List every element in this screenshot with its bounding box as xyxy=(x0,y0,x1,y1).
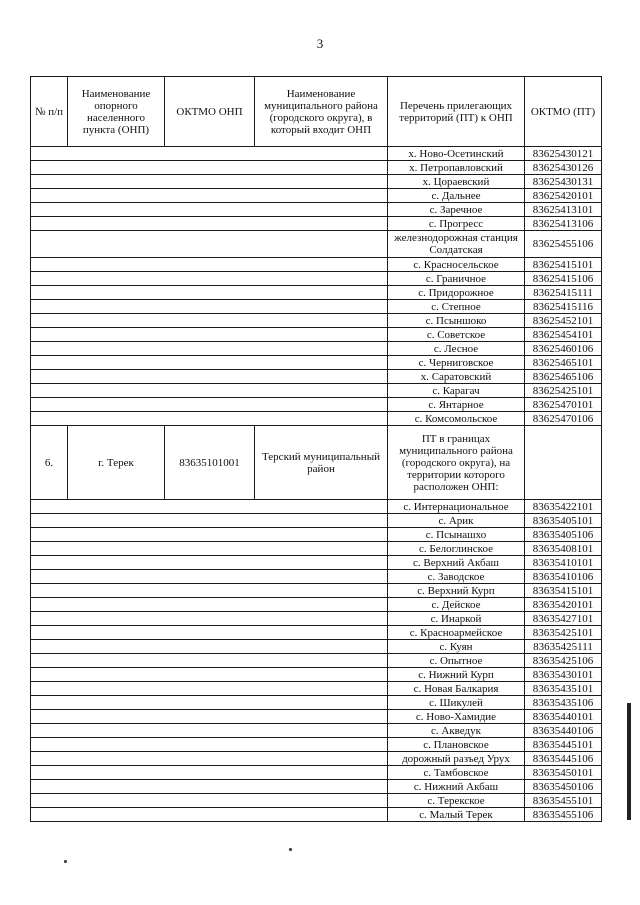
empty-left-cell xyxy=(31,598,388,612)
table-row xyxy=(31,356,602,370)
table-row xyxy=(31,794,602,808)
empty-left-cell xyxy=(31,612,388,626)
pt-name: с. Инаркой xyxy=(388,612,525,626)
table-row xyxy=(31,668,602,682)
empty-left-cell xyxy=(31,500,388,514)
pt-oktmo: 83635425101 xyxy=(525,626,602,640)
pt-name: дорожный разъед Урух xyxy=(388,752,525,766)
empty-left-cell xyxy=(31,384,388,398)
entry-onp-name: г. Терек xyxy=(68,426,165,500)
pt-oktmo: 83625430131 xyxy=(525,175,602,189)
table-row xyxy=(31,147,602,161)
pt-name: с. Нижний Курп xyxy=(388,668,525,682)
empty-left-cell xyxy=(31,161,388,175)
table-row xyxy=(31,514,602,528)
entry-onp-oktmo: 83635101001 xyxy=(165,426,255,500)
pt-oktmo: 83635450106 xyxy=(525,780,602,794)
pt-oktmo: 83625425101 xyxy=(525,384,602,398)
table-row xyxy=(31,682,602,696)
empty-left-cell xyxy=(31,710,388,724)
pt-name: х. Петропавловский xyxy=(388,161,525,175)
pt-oktmo: 83635410106 xyxy=(525,570,602,584)
pt-oktmo: 83635450101 xyxy=(525,766,602,780)
onp-table xyxy=(30,76,602,822)
empty-left-cell xyxy=(31,668,388,682)
pt-oktmo: 83625460106 xyxy=(525,342,602,356)
empty-left-cell xyxy=(31,412,388,426)
scan-edge-mark xyxy=(627,703,631,820)
table-row xyxy=(31,556,602,570)
pt-name: с. Верхний Курп xyxy=(388,584,525,598)
pt-name: с. Красносельское xyxy=(388,258,525,272)
empty-left-cell xyxy=(31,584,388,598)
empty-left-cell xyxy=(31,370,388,384)
pt-oktmo: 83625415111 xyxy=(525,286,602,300)
pt-name: с. Дальнее xyxy=(388,189,525,203)
empty-left-cell xyxy=(31,356,388,370)
pt-oktmo: 83625415101 xyxy=(525,258,602,272)
table-row xyxy=(31,626,602,640)
table-row xyxy=(31,500,602,514)
pt-oktmo: 83635430101 xyxy=(525,668,602,682)
table-row xyxy=(31,398,602,412)
header-onp-name: Наименование опорного населенного пункта (ОНП) xyxy=(68,77,165,147)
pt-name: с. Лесное xyxy=(388,342,525,356)
pt-name: с. Комсомольское xyxy=(388,412,525,426)
table-row xyxy=(31,542,602,556)
empty-left-cell xyxy=(31,203,388,217)
pt-name: с. Заводское xyxy=(388,570,525,584)
empty-left-cell xyxy=(31,398,388,412)
table-row xyxy=(31,598,602,612)
pt-oktmo: 83635410101 xyxy=(525,556,602,570)
pt-name: с. Карагач xyxy=(388,384,525,398)
pt-name: с. Нижний Акбаш xyxy=(388,780,525,794)
table-row xyxy=(31,314,602,328)
pt-oktmo: 83635445106 xyxy=(525,752,602,766)
empty-left-cell xyxy=(31,514,388,528)
pt-name: с. Заречное xyxy=(388,203,525,217)
pt-oktmo: 83625430126 xyxy=(525,161,602,175)
table-row xyxy=(31,710,602,724)
table-row xyxy=(31,780,602,794)
pt-name: с. Дейское xyxy=(388,598,525,612)
pt-name: с. Арик xyxy=(388,514,525,528)
empty-left-cell xyxy=(31,528,388,542)
header-onp-oktmo: ОКТМО ОНП xyxy=(165,77,255,147)
pt-oktmo: 83635455106 xyxy=(525,808,602,822)
pt-name: с. Степное xyxy=(388,300,525,314)
table-row xyxy=(31,272,602,286)
pt-oktmo: 83635435101 xyxy=(525,682,602,696)
table-row xyxy=(31,584,602,598)
pt-name: с. Малый Терек xyxy=(388,808,525,822)
empty-left-cell xyxy=(31,175,388,189)
table-row xyxy=(31,412,602,426)
table-row xyxy=(31,738,602,752)
pt-oktmo: 83625465101 xyxy=(525,356,602,370)
pt-oktmo: 83635445101 xyxy=(525,738,602,752)
pt-name: с. Тамбовское xyxy=(388,766,525,780)
table-header-row xyxy=(31,77,602,147)
pt-name: с. Интернациональное xyxy=(388,500,525,514)
pt-oktmo: 83625415106 xyxy=(525,272,602,286)
empty-left-cell xyxy=(31,640,388,654)
pt-name: с. Плановское xyxy=(388,738,525,752)
pt-oktmo: 83625413106 xyxy=(525,217,602,231)
empty-left-cell xyxy=(31,300,388,314)
table-row xyxy=(31,328,602,342)
pt-oktmo: 83635455101 xyxy=(525,794,602,808)
pt-name: с. Ново-Хамидие xyxy=(388,710,525,724)
empty-left-cell xyxy=(31,570,388,584)
empty-left-cell xyxy=(31,217,388,231)
pt-oktmo: 83625430121 xyxy=(525,147,602,161)
pt-name: с. Акведук xyxy=(388,724,525,738)
empty-left-cell xyxy=(31,314,388,328)
pt-oktmo: 83635405101 xyxy=(525,514,602,528)
pt-name: с. Псыншоко xyxy=(388,314,525,328)
table-row xyxy=(31,808,602,822)
header-district: Наименование муниципального района (городского округа), в который входит ОНП xyxy=(255,77,388,147)
pt-oktmo: 83635440106 xyxy=(525,724,602,738)
pt-oktmo: 83635425106 xyxy=(525,654,602,668)
pt-name: с. Красноармейское xyxy=(388,626,525,640)
scan-speck xyxy=(64,860,67,863)
table-row xyxy=(31,203,602,217)
empty-left-cell xyxy=(31,766,388,780)
empty-left-cell xyxy=(31,542,388,556)
pt-oktmo: 83625470101 xyxy=(525,398,602,412)
empty-left-cell xyxy=(31,738,388,752)
entry-pt-oktmo-empty xyxy=(525,426,602,500)
empty-left-cell xyxy=(31,342,388,356)
table-row xyxy=(31,161,602,175)
table-row xyxy=(31,570,602,584)
pt-name: х. Саратовский xyxy=(388,370,525,384)
pt-oktmo: 83625470106 xyxy=(525,412,602,426)
pt-name: с. Опытное xyxy=(388,654,525,668)
empty-left-cell xyxy=(31,780,388,794)
empty-left-cell xyxy=(31,696,388,710)
table-row xyxy=(31,528,602,542)
empty-left-cell xyxy=(31,654,388,668)
pt-oktmo: 83635415101 xyxy=(525,584,602,598)
pt-oktmo: 83635435106 xyxy=(525,696,602,710)
table-row xyxy=(31,724,602,738)
table-row xyxy=(31,612,602,626)
pt-name: с. Верхний Акбаш xyxy=(388,556,525,570)
pt-name: с. Придорожное xyxy=(388,286,525,300)
table-row xyxy=(31,370,602,384)
pt-name: с. Черниговское xyxy=(388,356,525,370)
pt-oktmo: 83625455106 xyxy=(525,231,602,258)
pt-name: с. Белоглинское xyxy=(388,542,525,556)
empty-left-cell xyxy=(31,556,388,570)
pt-name: х. Цораевский xyxy=(388,175,525,189)
pt-oktmo: 83635440101 xyxy=(525,710,602,724)
pt-name: с. Граничное xyxy=(388,272,525,286)
empty-left-cell xyxy=(31,752,388,766)
pt-name: железнодорожная станция Солдатская xyxy=(388,231,525,258)
empty-left-cell xyxy=(31,286,388,300)
empty-left-cell xyxy=(31,794,388,808)
pt-name: с. Шикулей xyxy=(388,696,525,710)
table-row xyxy=(31,384,602,398)
pt-oktmo: 83635408101 xyxy=(525,542,602,556)
table-row xyxy=(31,696,602,710)
pt-oktmo: 83625465106 xyxy=(525,370,602,384)
pt-name: х. Ново-Осетинский xyxy=(388,147,525,161)
entry-num: 6. xyxy=(31,426,68,500)
pt-name: с. Прогресс xyxy=(388,217,525,231)
pt-name: с. Псынашхо xyxy=(388,528,525,542)
empty-left-cell xyxy=(31,682,388,696)
table-row xyxy=(31,189,602,203)
pt-oktmo: 83625413101 xyxy=(525,203,602,217)
pt-name: с. Новая Балкария xyxy=(388,682,525,696)
table-row xyxy=(31,342,602,356)
header-pt-list: Перечень прилегающих территорий (ПТ) к ОНП xyxy=(388,77,525,147)
empty-left-cell xyxy=(31,189,388,203)
table-row xyxy=(31,640,602,654)
pt-oktmo: 83635425111 xyxy=(525,640,602,654)
table-row xyxy=(31,286,602,300)
table-row xyxy=(31,175,602,189)
empty-left-cell xyxy=(31,328,388,342)
empty-left-cell xyxy=(31,258,388,272)
pt-oktmo: 83625454101 xyxy=(525,328,602,342)
pt-name: с. Терекское xyxy=(388,794,525,808)
header-num: № п/п xyxy=(31,77,68,147)
table-row xyxy=(31,654,602,668)
empty-left-cell xyxy=(31,808,388,822)
empty-left-cell xyxy=(31,272,388,286)
table-row xyxy=(31,766,602,780)
scan-speck xyxy=(289,848,292,851)
table-row xyxy=(31,217,602,231)
empty-left-cell xyxy=(31,626,388,640)
pt-oktmo: 83625420101 xyxy=(525,189,602,203)
entry-district: Терский муниципальный район xyxy=(255,426,388,500)
pt-oktmo: 83625415116 xyxy=(525,300,602,314)
pt-name: с. Куян xyxy=(388,640,525,654)
table-row xyxy=(31,300,602,314)
empty-left-cell xyxy=(31,231,388,258)
pt-oktmo: 83635420101 xyxy=(525,598,602,612)
table-row xyxy=(31,752,602,766)
pt-name: с. Янтарное xyxy=(388,398,525,412)
pt-oktmo: 83635427101 xyxy=(525,612,602,626)
pt-oktmo: 83635405106 xyxy=(525,528,602,542)
pt-name: с. Советское xyxy=(388,328,525,342)
pt-oktmo: 83625452101 xyxy=(525,314,602,328)
header-pt-oktmo: ОКТМО (ПТ) xyxy=(525,77,602,147)
table-row-entry-6 xyxy=(31,426,602,500)
empty-left-cell xyxy=(31,147,388,161)
table-row xyxy=(31,258,602,272)
entry-pt-header: ПТ в границах муниципального района (городского округа), на территории которого расположен ОНП: xyxy=(388,426,525,500)
table-body xyxy=(31,147,602,822)
pt-oktmo: 83635422101 xyxy=(525,500,602,514)
table-row xyxy=(31,231,602,258)
empty-left-cell xyxy=(31,724,388,738)
page-number: 3 xyxy=(316,36,324,51)
